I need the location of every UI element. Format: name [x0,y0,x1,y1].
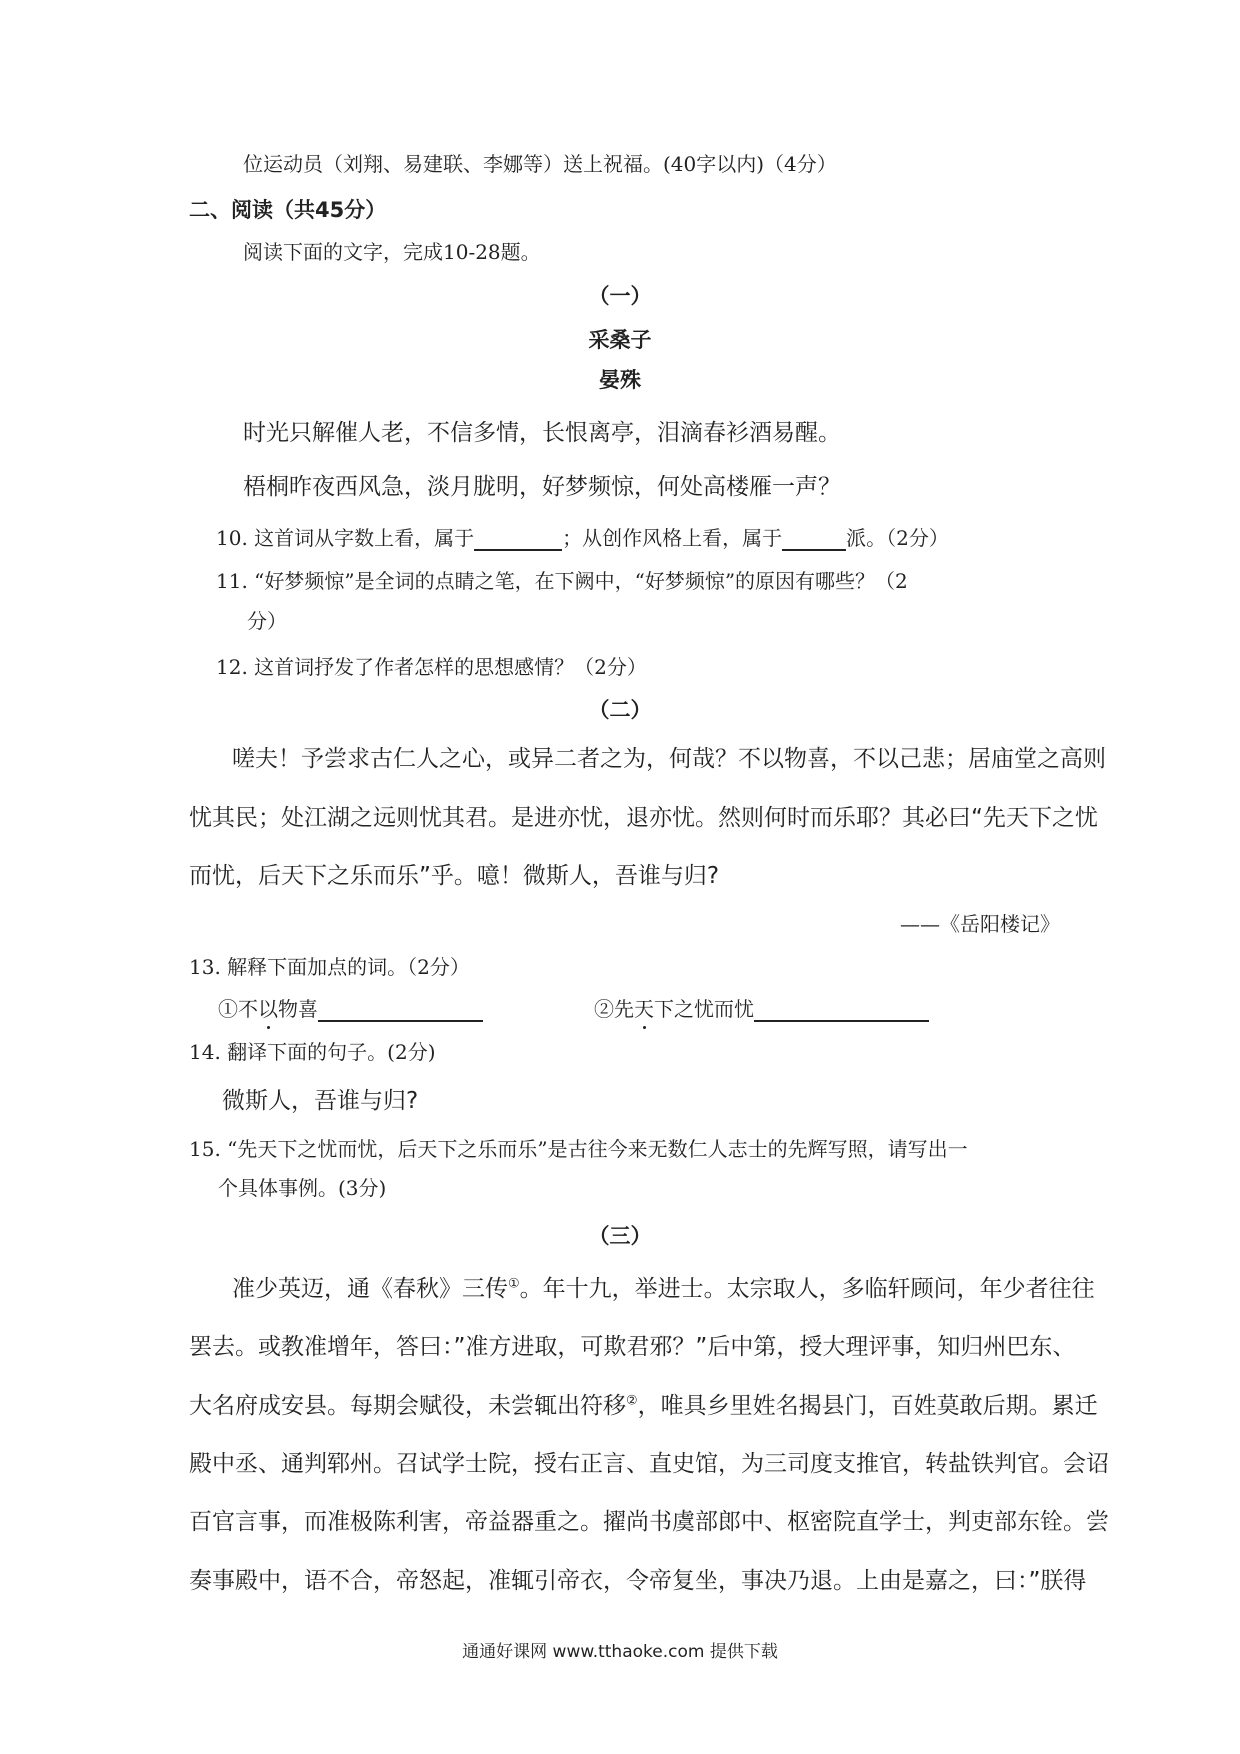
question-15: 15. “先天下之忧而忧，后天下之乐而乐”是古往今来无数仁人志士的先辉写照，请写出一 [189,1137,968,1161]
answer-blank[interactable] [474,525,562,551]
part-label-2: （二） [588,698,652,722]
question-13-item-2 [594,993,929,1022]
q13-2-pre: ②先 [594,997,634,1021]
answer-blank[interactable] [754,996,929,1022]
passage-3-line-2: 罢去。或教准增年，答曰：”准方进取，可欺君邪？”后中第，授大理评事，知归州巴东、 [189,1334,1076,1360]
q13-1-pre: ①不 [218,997,258,1021]
q13-2-post: 下之忧而忧 [654,997,754,1021]
passage-2-line-2: 忧其民；处江湖之远则忧其君。是进亦忧，退亦忧。然则何时而乐耶？其必曰“先天下之忧 [189,805,1098,831]
page-footer: 通通好课网 www.tthaoke.com 提供下载 [462,1642,778,1662]
p3a: 大名府成安县。每期会赋役，未尝辄出符移 [189,1393,626,1419]
passage-source: ——《岳阳楼记》 [900,912,1060,936]
passage-3-line-6: 奏事殿中，语不合，帝怒起，准辄引帝衣，令帝复坐，事决乃退。上由是嘉之，曰：”朕得 [189,1568,1087,1594]
q10-text-b: ；从创作风格上看，属于 [562,526,783,550]
section-heading: 二、阅读（共45分） [189,198,387,222]
question-10 [216,522,949,551]
passage-3-line-5: 百官言事，而准极陈利害，帝益器重之。擢尚书虞部郎中、枢密院直学士，判吏部东铨。尝 [189,1509,1109,1535]
footnote-marker: ① [508,1276,520,1292]
dotted-word: 天 [634,997,654,1021]
poem-line-1: 时光只解催人老，不信多情，长恨离亭，泪滴春衫酒易醒。 [243,420,841,446]
dotted-word: 以 [258,997,278,1021]
passage-3-line-3 [189,1387,1098,1420]
question-11-cont: 分） [247,609,287,633]
answer-blank[interactable] [318,996,483,1022]
p1a: 准少英迈，通《春秋》三传 [232,1276,508,1302]
passage-2-line-1: 嗟夫！予尝求古仁人之心，或异二者之为，何哉？不以物喜，不以己悲；居庙堂之高则 [232,746,1106,772]
footnote-marker: ② [626,1393,638,1409]
question-12: 12. 这首词抒发了作者怎样的思想感情？（2分） [216,655,647,679]
q10-text-c: 派。（2分） [846,526,949,550]
continued-question-line: 位运动员（刘翔、易建联、李娜等）送上祝福。(40字以内)（4分） [243,152,837,176]
passage-3-line-4: 殿中丞、通判郓州。召试学士院，授右正言、直史馆，为三司度支推官，转盐铁判官。会诏 [189,1451,1109,1477]
question-14: 14. 翻译下面的句子。(2分) [189,1040,436,1064]
question-11: 11. “好梦频惊”是全词的点睛之笔，在下阙中，“好梦频惊”的原因有哪些？（2 [216,569,908,593]
q13-1-post: 物喜 [278,997,318,1021]
section-instruction: 阅读下面的文字，完成10-28题。 [243,240,541,264]
question-13: 13. 解释下面加点的词。（2分） [189,955,470,979]
part-label-1: （一） [588,284,652,308]
question-13-item-1 [218,993,483,1022]
q10-text-a: 10. 这首词从字数上看，属于 [216,526,475,550]
poem-title: 采桑子 [588,328,652,352]
poem-author: 晏殊 [599,368,641,392]
passage-2-line-3: 而忧，后天下之乐而乐”乎。噫！微斯人，吾谁与归? [189,863,720,889]
question-15-cont: 个具体事例。(3分) [218,1176,387,1200]
poem-line-2: 梧桐昨夜西风急，淡月胧明，好梦频惊，何处高楼雁一声？ [243,474,841,500]
part-label-3: （三） [588,1224,652,1248]
passage-3-line-1 [232,1270,1095,1303]
answer-blank[interactable] [782,525,846,551]
p3b: ，唯具乡里姓名揭县门，百姓莫敢后期。累迁 [637,1393,1098,1419]
question-14-sentence: 微斯人，吾谁与归? [222,1088,419,1114]
p1b: 。年十九，举进士。太宗取人，多临轩顾问，年少者往往 [519,1276,1095,1302]
